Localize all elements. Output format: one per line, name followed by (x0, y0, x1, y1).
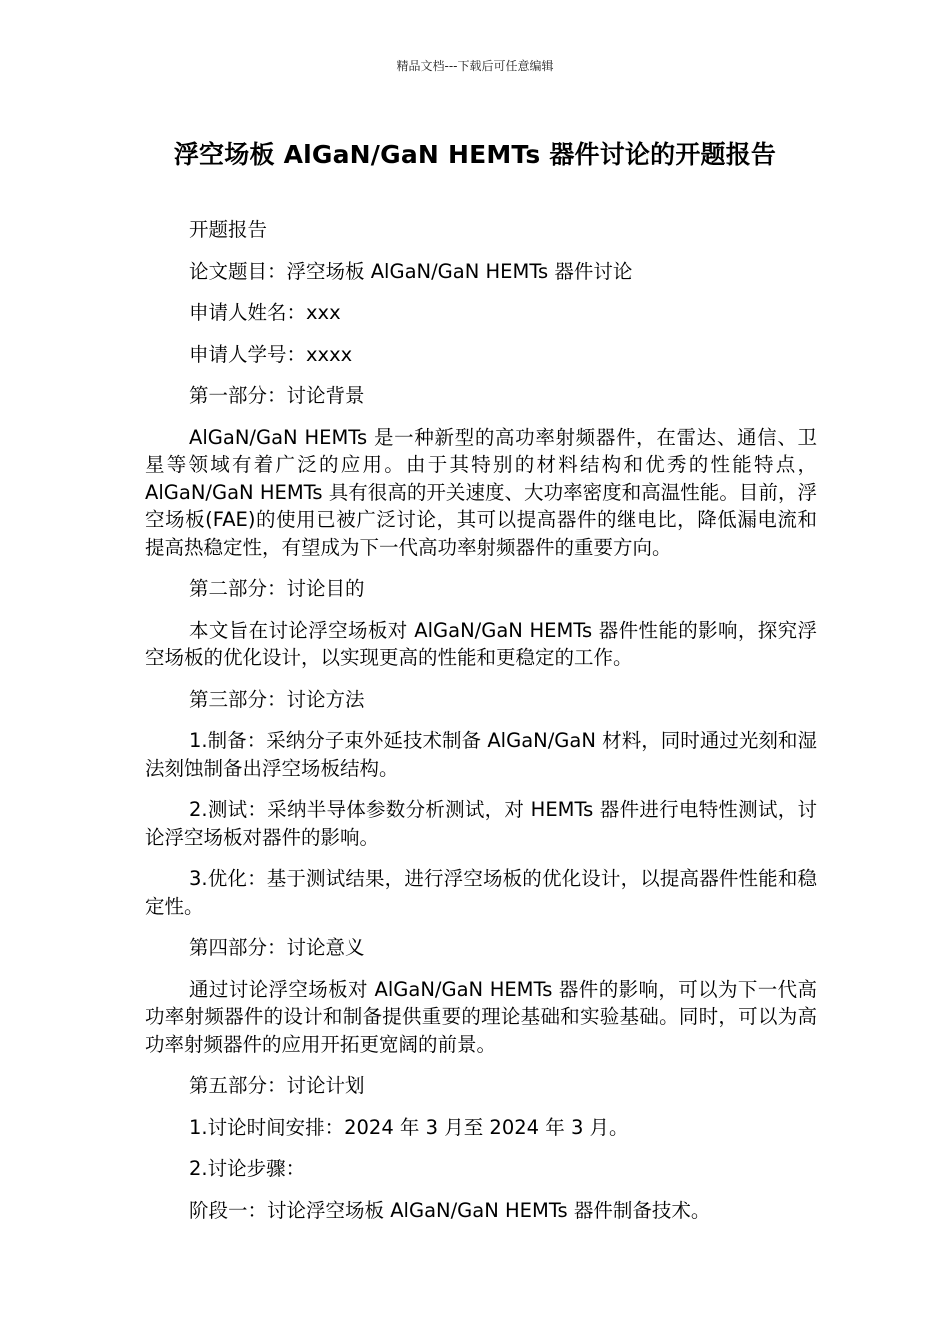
section-heading-purpose: 第二部分：讨论目的 (189, 577, 365, 600)
applicant-id-line: 申请人学号：xxxx (189, 342, 353, 366)
section-heading-method: 第三部分：讨论方法 (189, 687, 365, 711)
section-heading-significance: 第四部分：讨论意义 (189, 936, 365, 959)
purpose-paragraph: 本文旨在讨论浮空场板对 AlGaN/GaN HEMTs 器件性能的影响，探究浮空场板的优化设计，以实现更高的性能和更稳定的工作。 (145, 618, 817, 669)
method-item-optimization: 3.优化：基于测试结果，进行浮空场板的优化设计，以提高器件性能和稳定性。 (145, 867, 817, 918)
heading-proposal: 开题报告 (189, 218, 268, 241)
plan-item-schedule: 1.讨论时间安排：2024 年 3 月至 2024 年 3 月。 (189, 1115, 629, 1139)
document-title: 浮空场板 AlGaN/GaN HEMTs 器件讨论的开题报告 (173, 140, 777, 169)
page-header: 精品文档---下载后可任意编辑 (396, 59, 554, 73)
document-body (145, 216, 817, 1238)
plan-item-steps: 2.讨论步骤： (189, 1157, 306, 1180)
method-item-fabrication: 1.制备：采纳分子束外延技术制备 AlGaN/GaN 材料，同时通过光刻和湿法刻蚀制备出浮空场板结构。 (145, 729, 817, 780)
method-item-testing: 2.测试：采纳半导体参数分析测试，对 HEMTs 器件进行电特性测试，讨论浮空场板对器件的影响。 (145, 798, 817, 849)
section-heading-background: 第一部分：讨论背景 (189, 384, 365, 407)
significance-paragraph: 通过讨论浮空场板对 AlGaN/GaN HEMTs 器件的影响，可以为下一代高功率射频器件的设计和制备提供重要的理论基础和实验基础。同时，可以为高功率射频器件的应用开拓更宽阔的前景。 (145, 977, 817, 1056)
background-paragraph: AlGaN/GaN HEMTs 是一种新型的高功率射频器件，在雷达、通信、卫星等领域有着广泛的应用。由于其特别的材料结构和优秀的性能特点，AlGaN/GaN HEMTs 具有很高的开关速度、大功率密度和高温性能。目前，浮空场板(FAE)的使用已被广泛讨论，其可以提高器件的继电比，降低漏电流和提高热稳定性，有望成为下一代高功率射频器件的重要方向。 (145, 425, 817, 559)
plan-stage-one: 阶段一：讨论浮空场板 AlGaN/GaN HEMTs 器件制备技术。 (189, 1198, 711, 1222)
applicant-name-line: 申请人姓名：xxx (189, 301, 341, 324)
section-heading-plan: 第五部分：讨论计划 (189, 1074, 365, 1097)
thesis-title-line: 论文题目：浮空场板 AlGaN/GaN HEMTs 器件讨论 (189, 259, 633, 283)
